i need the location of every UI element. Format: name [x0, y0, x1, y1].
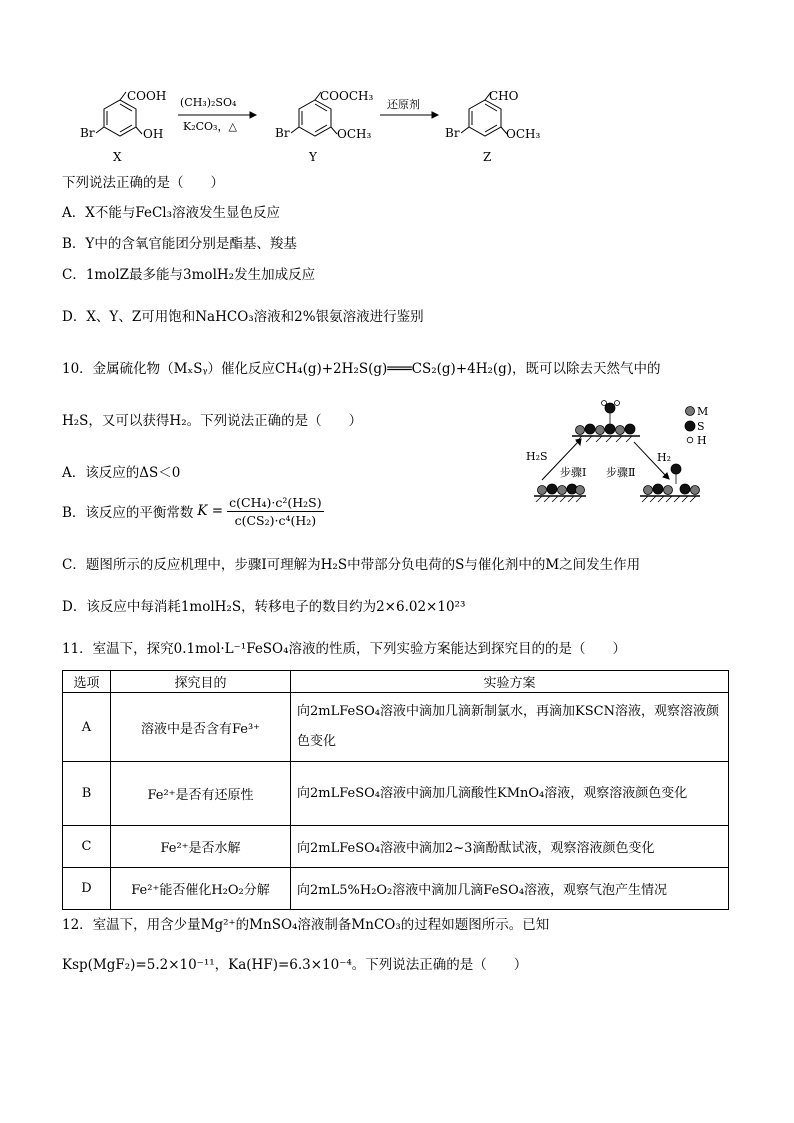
arrow1-reagent: (CH₃)₂SO₄ [180, 96, 237, 109]
q9-option-b: B．Y中的含氧官能团分别是酯基、羧基 [62, 236, 297, 252]
row-goal: Fe²⁺能否催化H₂O₂分解 [111, 868, 291, 910]
q12-stem-line1: 12．室温下，用含少量Mg²⁺的MnSO₄溶液制备MnCO₃的过程如题图所示。已知 [62, 917, 550, 933]
q10-option-c: C．题图所示的反应机理中，步骤Ⅰ可理解为H₂S中带部分负电荷的S与催化剂中的M之间发生作用 [62, 557, 641, 573]
row-goal: Fe²⁺是否有还原性 [111, 762, 291, 826]
q10-stem-line1: 10．金属硫化物（MₓSᵧ）催化反应CH₄(g)+2H₂S(g)═══CS₂(g)+4H₂(g)，既可以除去天然气中的 [62, 361, 661, 377]
x-cooh: COOH [127, 89, 167, 103]
header-plan: 实验方案 [291, 671, 729, 693]
row-plan: 向2mLFeSO₄溶液中滴加几滴新制氯水，再滴加KSCN溶液，观察溶液颜色变化 [291, 693, 729, 762]
legend-m: M [697, 405, 709, 418]
step2-label: 步骤Ⅱ [606, 466, 636, 479]
table-row [63, 693, 729, 762]
q10-stem-line2: H₂S，又可以获得H₂。下列说法正确的是（ ） [62, 413, 363, 429]
arrow1-condition: K₂CO₃，△ [183, 120, 237, 133]
x-br: Br [80, 126, 95, 140]
row-goal: 溶液中是否含有Fe³⁺ [111, 693, 291, 762]
table-row [63, 826, 729, 868]
catalyst-surface-top [572, 401, 640, 443]
y-label: Y [309, 150, 317, 164]
row-plan: 向2mLFeSO₄溶液中滴加2~3滴酚酞试液，观察溶液颜色变化 [291, 826, 729, 868]
q11-stem: 11．室温下，探究0.1mol·L⁻¹FeSO₄溶液的性质，下列实验方案能达到探究目的的是（ ） [62, 641, 627, 657]
q10-option-b-prefix: B．该反应的平衡常数 [62, 505, 194, 521]
q12-stem-line2: Ksp(MgF₂)=5.2×10⁻¹¹，Ka(HF)=6.3×10⁻⁴。下列说法正确的是（ ） [62, 957, 528, 973]
h2s-label: H₂S [526, 450, 548, 463]
z-label: Z [483, 150, 492, 164]
q9-stem: 下列说法正确的是（ ） [62, 175, 224, 191]
legend-h: H [697, 434, 707, 447]
z-cho: CHO [489, 89, 519, 103]
row-plan: 向2mL5%H₂O₂溶液中滴加几滴FeSO₄溶液，观察气泡产生情况 [291, 868, 729, 910]
row-option: B [63, 762, 111, 826]
q9-option-d: D．X、Y、Z可用饱和NaHCO₃溶液和2%银氨溶液进行鉴别 [62, 309, 424, 325]
q10-option-a: A．该反应的ΔS＜0 [62, 465, 181, 481]
row-option: D [63, 868, 111, 910]
legend-s: S [697, 420, 705, 433]
catalyst-surface-left [534, 484, 586, 502]
h2-label: H₂ [657, 451, 672, 464]
q10-option-b [62, 490, 324, 532]
header-goal: 探究目的 [111, 671, 291, 693]
fraction-denominator: c(CS₂)·c⁴(H₂) [234, 512, 317, 528]
row-option: C [63, 826, 111, 868]
z-br: Br [445, 126, 460, 140]
y-br: Br [275, 126, 290, 140]
x-label: X [113, 150, 122, 164]
z-och3: OCH₃ [506, 127, 541, 141]
y-cooch3: COOCH₃ [320, 89, 374, 103]
q10-option-b-fraction [227, 495, 323, 528]
catalyst-surface-right [640, 464, 700, 502]
legend-symbols [685, 407, 695, 443]
table-row [63, 868, 729, 910]
row-goal: Fe²⁺是否水解 [111, 826, 291, 868]
step1-label: 步骤Ⅰ [560, 466, 587, 479]
reaction-arrow-2 [380, 112, 438, 118]
catalysis-mechanism-diagram [520, 398, 720, 510]
table-header-row [63, 671, 729, 693]
arrow2-reagent: 还原剂 [387, 98, 420, 111]
x-oh: OH [143, 127, 164, 141]
experiment-table [62, 670, 729, 910]
q9-option-c: C．1molZ最多能与3molH₂发生加成反应 [62, 267, 316, 283]
q10-option-b-k: K = [197, 503, 224, 519]
row-plan: 向2mLFeSO₄溶液中滴加几滴酸性KMnO₄溶液，观察溶液颜色变化 [291, 762, 729, 826]
table-row [63, 762, 729, 826]
q10-option-d: D．该反应中每消耗1molH₂S，转移电子的数目约为2×6.02×10²³ [62, 599, 466, 615]
fraction-numerator: c(CH₄)·c²(H₂S) [229, 494, 322, 510]
q9-option-a: A．X不能与FeCl₃溶液发生显色反应 [62, 205, 281, 221]
y-och3: OCH₃ [337, 127, 372, 141]
header-option: 选项 [63, 671, 111, 693]
row-option: A [63, 693, 111, 762]
